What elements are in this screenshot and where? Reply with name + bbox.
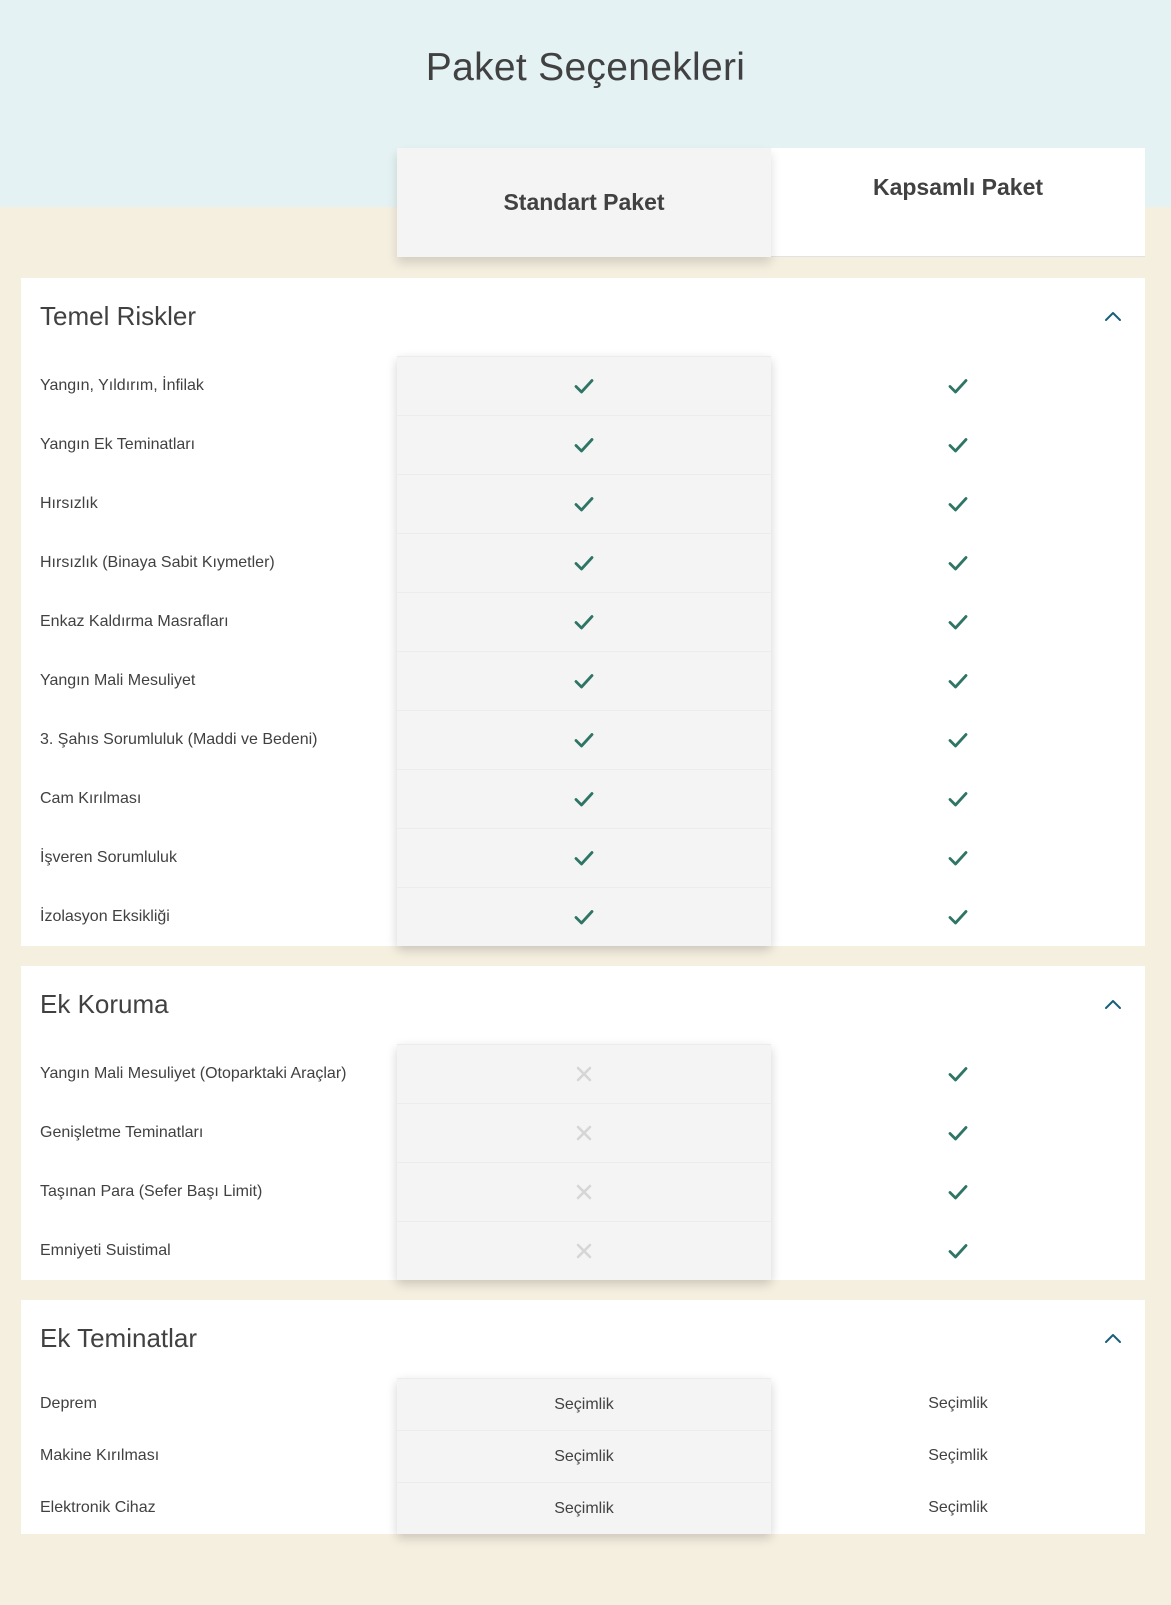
check-icon bbox=[573, 670, 595, 692]
comprehensive-package-cell bbox=[771, 828, 1145, 887]
coverage-row bbox=[21, 710, 1145, 769]
cell-value: Seçimlik bbox=[928, 1395, 988, 1412]
coverage-row bbox=[21, 356, 1145, 415]
coverage-label: Elektronik Cihaz bbox=[40, 1499, 156, 1516]
coverage-label: İzolasyon Eksikliği bbox=[40, 907, 170, 925]
check-icon bbox=[947, 552, 969, 574]
coverage-row bbox=[21, 887, 1145, 946]
standard-package-cell bbox=[397, 1482, 771, 1534]
standard-package-cell bbox=[397, 415, 771, 474]
cross-icon bbox=[573, 1122, 595, 1144]
comprehensive-package-cell bbox=[771, 1430, 1145, 1482]
cell-value: Seçimlik bbox=[554, 1447, 614, 1465]
cross-icon bbox=[573, 1240, 595, 1262]
comprehensive-package-cell bbox=[771, 1221, 1145, 1280]
check-icon bbox=[573, 375, 595, 397]
coverage-row bbox=[21, 533, 1145, 592]
coverage-label: Makine Kırılması bbox=[40, 1447, 160, 1464]
comprehensive-package-cell bbox=[771, 769, 1145, 828]
coverage-row bbox=[21, 1162, 1145, 1221]
check-icon bbox=[573, 434, 595, 456]
check-icon bbox=[947, 670, 969, 692]
coverage-label: Yangın, Yıldırım, İnfilak bbox=[40, 376, 204, 394]
standard-package-cell bbox=[397, 474, 771, 533]
coverage-row bbox=[21, 1430, 1145, 1482]
check-icon bbox=[947, 729, 969, 751]
cross-icon bbox=[573, 1181, 595, 1203]
check-icon bbox=[947, 847, 969, 869]
coverage-label: Cam Kırılması bbox=[40, 789, 142, 807]
comprehensive-package-cell bbox=[771, 1044, 1145, 1103]
cell-value: Seçimlik bbox=[554, 1395, 614, 1413]
comprehensive-package-header bbox=[771, 148, 1145, 257]
coverage-label: Yangın Mali Mesuliyet bbox=[40, 671, 196, 689]
coverage-label: Genişletme Teminatları bbox=[40, 1123, 204, 1141]
coverage-label: Taşınan Para (Sefer Başı Limit) bbox=[40, 1182, 263, 1200]
standard-package-cell bbox=[397, 651, 771, 710]
comprehensive-package-cell bbox=[771, 1378, 1145, 1430]
cell-value: Seçimlik bbox=[928, 1499, 988, 1516]
comprehensive-package-cell bbox=[771, 1482, 1145, 1534]
check-icon bbox=[573, 788, 595, 810]
standard-package-cell bbox=[397, 828, 771, 887]
chevron-up-icon[interactable] bbox=[1103, 995, 1123, 1015]
coverage-label: İşveren Sorumluluk bbox=[40, 848, 177, 866]
cross-icon bbox=[573, 1063, 595, 1085]
check-icon bbox=[573, 729, 595, 751]
comprehensive-package-cell bbox=[771, 651, 1145, 710]
section-title: Ek Koruma bbox=[40, 989, 169, 1019]
check-icon bbox=[947, 493, 969, 515]
coverage-row bbox=[21, 1221, 1145, 1280]
chevron-up-icon[interactable] bbox=[1103, 307, 1123, 327]
page-title: Paket Seçenekleri bbox=[425, 46, 746, 89]
comprehensive-package-cell bbox=[771, 592, 1145, 651]
check-icon bbox=[573, 493, 595, 515]
chevron-up-icon[interactable] bbox=[1103, 1329, 1123, 1349]
section-ek-koruma bbox=[21, 966, 1145, 1280]
coverage-label: 3. Şahıs Sorumluluk (Maddi ve Bedeni) bbox=[40, 730, 318, 748]
comprehensive-package-cell bbox=[771, 415, 1145, 474]
standard-package-label: Standart Paket bbox=[503, 189, 665, 215]
coverage-label: Emniyeti Suistimal bbox=[40, 1241, 171, 1259]
standard-package-cell bbox=[397, 1044, 771, 1103]
standard-package-cell bbox=[397, 1221, 771, 1280]
standard-package-cell bbox=[397, 1162, 771, 1221]
standard-package-cell bbox=[397, 769, 771, 828]
standard-package-cell bbox=[397, 887, 771, 946]
check-icon bbox=[947, 1240, 969, 1262]
coverage-row bbox=[21, 1103, 1145, 1162]
standard-package-cell bbox=[397, 1378, 771, 1430]
standard-package-cell bbox=[397, 1430, 771, 1482]
section-title: Temel Riskler bbox=[40, 301, 197, 331]
check-icon bbox=[947, 788, 969, 810]
coverage-row bbox=[21, 651, 1145, 710]
coverage-label: Yangın Mali Mesuliyet (Otoparktaki Araçlar) bbox=[40, 1064, 347, 1082]
check-icon bbox=[573, 552, 595, 574]
comprehensive-package-cell bbox=[771, 1162, 1145, 1221]
comprehensive-package-cell bbox=[771, 356, 1145, 415]
coverage-row bbox=[21, 592, 1145, 651]
check-icon bbox=[947, 434, 969, 456]
comprehensive-package-cell bbox=[771, 887, 1145, 946]
standard-package-cell bbox=[397, 592, 771, 651]
standard-package-cell bbox=[397, 356, 771, 415]
cell-value: Seçimlik bbox=[928, 1447, 988, 1464]
section-header[interactable] bbox=[21, 1300, 1145, 1378]
section-rows bbox=[21, 1378, 1145, 1534]
coverage-row bbox=[21, 769, 1145, 828]
cell-value: Seçimlik bbox=[554, 1499, 614, 1517]
section-rows bbox=[21, 1044, 1145, 1280]
check-icon bbox=[947, 1122, 969, 1144]
standard-package-header bbox=[397, 148, 771, 257]
section-rows bbox=[21, 356, 1145, 946]
section-ek-teminatlar bbox=[21, 1300, 1145, 1534]
check-icon bbox=[947, 906, 969, 928]
check-icon bbox=[947, 1063, 969, 1085]
check-icon bbox=[573, 906, 595, 928]
standard-package-cell bbox=[397, 1103, 771, 1162]
check-icon bbox=[947, 1181, 969, 1203]
check-icon bbox=[947, 611, 969, 633]
coverage-row bbox=[21, 1378, 1145, 1430]
check-icon bbox=[573, 847, 595, 869]
comprehensive-package-cell bbox=[771, 533, 1145, 592]
coverage-row bbox=[21, 1482, 1145, 1534]
section-title: Ek Teminatlar bbox=[40, 1323, 198, 1353]
check-icon bbox=[947, 375, 969, 397]
section-temel-riskler bbox=[21, 278, 1145, 946]
coverage-label: Deprem bbox=[40, 1395, 97, 1412]
coverage-row bbox=[21, 1044, 1145, 1103]
comprehensive-package-label: Kapsamlı Paket bbox=[872, 174, 1044, 200]
section-header[interactable] bbox=[21, 966, 1145, 1044]
comprehensive-package-cell bbox=[771, 710, 1145, 769]
coverage-label: Enkaz Kaldırma Masrafları bbox=[40, 612, 229, 630]
comprehensive-package-cell bbox=[771, 1103, 1145, 1162]
coverage-row bbox=[21, 828, 1145, 887]
check-icon bbox=[573, 611, 595, 633]
coverage-label: Hırsızlık bbox=[40, 494, 98, 512]
standard-package-cell bbox=[397, 533, 771, 592]
coverage-row bbox=[21, 474, 1145, 533]
comprehensive-package-cell bbox=[771, 474, 1145, 533]
coverage-label: Yangın Ek Teminatları bbox=[40, 435, 196, 453]
section-header[interactable] bbox=[21, 278, 1145, 356]
coverage-row bbox=[21, 415, 1145, 474]
coverage-label: Hırsızlık (Binaya Sabit Kıymetler) bbox=[40, 553, 275, 571]
standard-package-cell bbox=[397, 710, 771, 769]
